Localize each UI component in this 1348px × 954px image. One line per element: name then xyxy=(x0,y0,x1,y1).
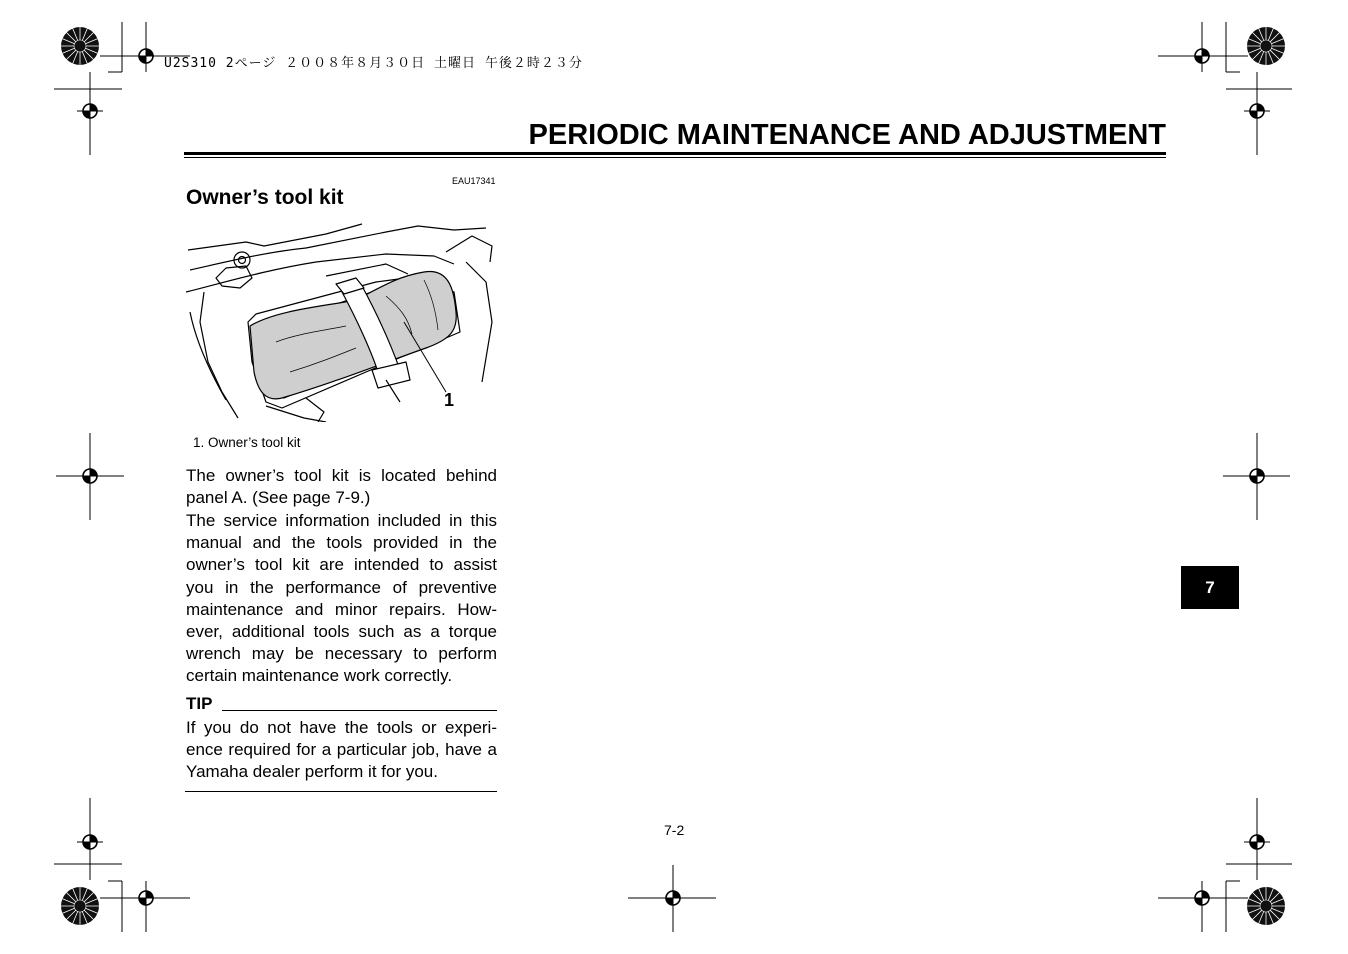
paragraph: The service information included in this manual and the tools provided in the owner’s tool kit are intended to assist you in the performance of preventive maintenance and minor repairs. How-ever, additional tools such as a torque wrench may be necessary to perform certain maintenance work correctly. xyxy=(186,511,497,686)
print-header: U2S310 2ページ ２００８年８月３０日 土曜日 午後２時２３分 xyxy=(164,56,583,71)
tip-label: TIP xyxy=(186,694,213,713)
chapter-tab: 7 xyxy=(1181,566,1239,609)
tool-kit-illustration xyxy=(186,222,498,422)
tip-text: If you do not have the tools or experi-ence required for a particular job, have a Yamaha dealer perform it for you. xyxy=(186,718,497,782)
paragraph: The owner’s tool kit is located behind panel A. (See page 7-9.) xyxy=(186,466,497,508)
title-rule xyxy=(184,152,1166,155)
document-code: EAU17341 xyxy=(452,176,496,186)
page-number: 7-2 xyxy=(664,822,685,838)
title-rule-thin xyxy=(184,157,1166,158)
page-title: PERIODIC MAINTENANCE AND ADJUSTMENT xyxy=(528,119,1166,151)
tip-rule xyxy=(222,710,497,711)
section-heading: Owner’s tool kit xyxy=(186,186,344,209)
figure-caption: 1. Owner’s tool kit xyxy=(193,435,301,450)
tip-bottom-rule xyxy=(185,791,497,792)
figure-callout: 1 xyxy=(444,390,455,410)
